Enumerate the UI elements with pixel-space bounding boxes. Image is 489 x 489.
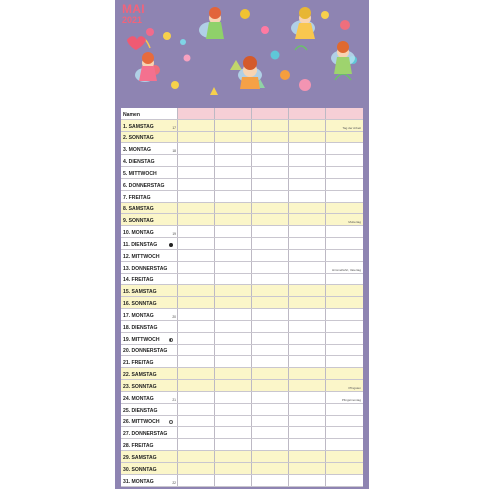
day-row [121,309,363,321]
holiday-note: Tag der Arbeit [342,125,361,130]
names-header-row [121,108,363,120]
name-column-header[interactable] [215,108,252,119]
day-row [121,463,363,475]
day-row [121,427,363,439]
day-label: 31. MONTAG [123,478,154,485]
moon-phase-icon [169,338,173,342]
entry-cell[interactable] [178,404,215,415]
entry-cell[interactable] [215,392,252,403]
day-label-cell [121,285,178,296]
day-label: 5. MITTWOCH [123,170,157,177]
day-label-cell [121,250,178,261]
entry-cell[interactable] [326,132,363,143]
entry-cell[interactable] [252,392,289,403]
entry-cell[interactable] [252,345,289,356]
name-column-header[interactable] [178,108,215,119]
entry-cell[interactable] [252,120,289,131]
entry-cell[interactable] [178,475,215,486]
entry-cell[interactable] [289,463,326,474]
entry-cell[interactable] [289,250,326,261]
entry-cell[interactable] [326,179,363,190]
entry-cell[interactable] [289,191,326,202]
day-label: 18. DIENSTAG [123,324,158,331]
entry-cell[interactable] [326,380,363,391]
day-row [121,155,363,167]
week-number: 21 [172,397,176,402]
entry-cell[interactable] [326,285,363,296]
day-label: 20. DONNERSTAG [123,348,168,355]
entry-cell[interactable] [215,285,252,296]
entry-cell[interactable] [289,143,326,154]
entry-cell[interactable] [289,167,326,178]
entry-cell[interactable] [178,297,215,308]
entry-cell[interactable] [252,238,289,249]
entry-cell[interactable] [252,451,289,462]
name-column-header[interactable] [326,108,363,119]
entry-cell[interactable] [215,380,252,391]
entry-cell[interactable] [289,427,326,438]
entry-cell[interactable] [178,439,215,450]
entry-cell[interactable] [289,297,326,308]
entry-cell[interactable] [178,451,215,462]
day-row [121,250,363,262]
entry-cell[interactable] [215,262,252,273]
entry-cell[interactable] [178,226,215,237]
entry-cell[interactable] [252,333,289,344]
day-label-cell [121,463,178,474]
day-label: 30. SONNTAG [123,466,157,473]
day-label: 21. FREITAG [123,360,154,367]
day-label-cell [121,226,178,237]
day-row [121,392,363,404]
day-label-cell [121,120,178,131]
holiday-note: Pfingsten [348,385,361,390]
entry-cell[interactable] [178,333,215,344]
entry-cell[interactable] [289,238,326,249]
moon-phase-icon [169,420,173,424]
week-number: 18 [172,149,176,154]
day-label-cell [121,179,178,190]
day-label: 16. SONNTAG [123,301,157,308]
day-label-cell [121,143,178,154]
day-label: 4. DIENSTAG [123,159,155,166]
entry-cell[interactable] [289,451,326,462]
day-row [121,238,363,250]
entry-cell[interactable] [252,191,289,202]
entry-cell[interactable] [252,463,289,474]
day-row [121,120,363,132]
entry-cell[interactable] [326,333,363,344]
entry-cell[interactable] [289,475,326,486]
day-row [121,297,363,309]
moon-phase-icon [169,243,173,247]
day-label-cell [121,345,178,356]
entry-cell[interactable] [178,463,215,474]
day-label: 9. SONNTAG [123,218,154,225]
holiday-note: Himmelfahrt, Vatertag [332,267,361,272]
entry-cell[interactable] [326,321,363,332]
entry-cell[interactable] [326,475,363,486]
day-label: 17. MONTAG [123,312,154,319]
entry-cell[interactable] [252,132,289,143]
name-column-header[interactable] [289,108,326,119]
entry-cell[interactable] [326,214,363,225]
entry-cell[interactable] [215,167,252,178]
entry-cell[interactable] [289,356,326,367]
week-number: 17 [172,125,176,130]
entry-cell[interactable] [289,285,326,296]
day-label-cell [121,297,178,308]
entry-cell[interactable] [215,297,252,308]
calendar-header [115,0,369,108]
entry-cell[interactable] [289,345,326,356]
entry-cell[interactable] [215,463,252,474]
entry-cell[interactable] [252,404,289,415]
day-row [121,439,363,451]
entry-cell[interactable] [178,356,215,367]
entry-cell[interactable] [326,250,363,261]
entry-cell[interactable] [289,368,326,379]
calendar-grid [121,108,363,487]
entry-cell[interactable] [326,274,363,285]
day-label: 1. SAMSTAG [123,123,154,130]
entry-cell[interactable] [326,416,363,427]
day-row [121,179,363,191]
day-label: 28. FREITAG [123,443,154,450]
day-label: 7. FREITAG [123,194,151,201]
day-label-cell [121,191,178,202]
entry-cell[interactable] [178,191,215,202]
entry-cell[interactable] [215,439,252,450]
day-label-cell [121,427,178,438]
day-label-cell [121,214,178,225]
entry-cell[interactable] [252,214,289,225]
day-row [121,285,363,297]
entry-cell[interactable] [289,321,326,332]
entry-cell[interactable] [252,262,289,273]
day-label-cell [121,475,178,486]
entry-cell[interactable] [289,439,326,450]
entry-cell[interactable] [252,439,289,450]
entry-cell[interactable] [289,380,326,391]
entry-cell[interactable] [215,356,252,367]
day-label: 3. MONTAG [123,147,151,154]
entry-cell[interactable] [326,451,363,462]
day-label-cell [121,380,178,391]
entry-cell[interactable] [252,179,289,190]
day-label: 10. MONTAG [123,230,154,237]
entry-cell[interactable] [215,250,252,261]
entry-cell[interactable] [326,368,363,379]
entry-cell[interactable] [215,179,252,190]
entry-cell[interactable] [289,155,326,166]
entry-cell[interactable] [326,191,363,202]
entry-cell[interactable] [252,274,289,285]
fairy-illustration [115,0,369,108]
day-label: 23. SONNTAG [123,383,157,390]
day-row [121,345,363,357]
entry-cell[interactable] [326,427,363,438]
entry-cell[interactable] [326,143,363,154]
day-label: 19. MITTWOCH [123,336,160,343]
entry-cell[interactable] [326,262,363,273]
entry-cell[interactable] [215,203,252,214]
day-label-cell [121,368,178,379]
month-title: MAI [122,2,145,16]
week-number: 19 [172,232,176,237]
day-row [121,368,363,380]
entry-cell[interactable] [215,427,252,438]
entry-cell[interactable] [178,120,215,131]
day-row [121,203,363,215]
day-row [121,404,363,416]
entry-cell[interactable] [178,214,215,225]
entry-cell[interactable] [252,309,289,320]
day-label-cell [121,203,178,214]
entry-cell[interactable] [289,333,326,344]
entry-cell[interactable] [289,274,326,285]
entry-cell[interactable] [215,368,252,379]
entry-cell[interactable] [178,309,215,320]
day-label: 29. SAMSTAG [123,454,157,461]
day-label-cell [121,132,178,143]
entry-cell[interactable] [178,416,215,427]
day-label-cell [121,274,178,285]
entry-cell[interactable] [178,167,215,178]
day-label: 13. DONNERSTAG [123,265,168,272]
day-label-cell [121,392,178,403]
entry-cell[interactable] [178,380,215,391]
entry-cell[interactable] [178,368,215,379]
day-label-cell [121,262,178,273]
day-label-cell [121,155,178,166]
entry-cell[interactable] [289,214,326,225]
entry-cell[interactable] [215,451,252,462]
entry-cell[interactable] [252,321,289,332]
names-label: Namen [123,111,140,118]
entry-cell[interactable] [252,167,289,178]
holiday-note: Muttertag [348,220,361,225]
day-label: 2. SONNTAG [123,135,154,142]
entry-cell[interactable] [326,309,363,320]
entry-cell[interactable] [215,309,252,320]
entry-cell[interactable] [252,226,289,237]
entry-cell[interactable] [289,404,326,415]
entry-cell[interactable] [289,392,326,403]
entry-cell[interactable] [289,132,326,143]
day-label-cell [121,167,178,178]
day-row [121,167,363,179]
entry-cell[interactable] [252,416,289,427]
entry-cell[interactable] [215,404,252,415]
day-label-cell [121,309,178,320]
entry-cell[interactable] [326,155,363,166]
entry-cell[interactable] [289,203,326,214]
entry-cell[interactable] [252,356,289,367]
week-number: 20 [172,314,176,319]
entry-cell[interactable] [326,297,363,308]
entry-cell[interactable] [289,309,326,320]
entry-cell[interactable] [252,380,289,391]
entry-cell[interactable] [178,143,215,154]
entry-cell[interactable] [289,262,326,273]
entry-cell[interactable] [326,345,363,356]
entry-cell[interactable] [178,274,215,285]
entry-cell[interactable] [178,392,215,403]
day-label-cell [121,416,178,427]
fairy-figures [135,7,355,89]
day-row [121,356,363,368]
day-row [121,380,363,392]
day-label: 15. SAMSTAG [123,289,157,296]
day-label: 25. DIENSTAG [123,407,158,414]
entry-cell[interactable] [252,427,289,438]
day-label-cell [121,404,178,415]
entry-cell[interactable] [215,191,252,202]
day-row [121,416,363,428]
day-label-cell [121,333,178,344]
entry-cell[interactable] [215,143,252,154]
day-row [121,226,363,238]
entry-cell[interactable] [178,179,215,190]
entry-cell[interactable] [252,143,289,154]
entry-cell[interactable] [215,120,252,131]
day-row [121,333,363,345]
entry-cell[interactable] [326,120,363,131]
day-row [121,321,363,333]
entry-cell[interactable] [178,203,215,214]
day-label: 24. MONTAG [123,395,154,402]
entry-cell[interactable] [178,285,215,296]
day-row [121,475,363,487]
day-label: 14. FREITAG [123,277,154,284]
entry-cell[interactable] [178,250,215,261]
entry-cell[interactable] [289,416,326,427]
entry-cell[interactable] [326,392,363,403]
entry-cell[interactable] [215,416,252,427]
day-label: 27. DONNERSTAG [123,431,168,438]
day-label-cell [121,439,178,450]
day-row [121,451,363,463]
entry-cell[interactable] [178,238,215,249]
entry-cell[interactable] [178,345,215,356]
entry-cell[interactable] [326,226,363,237]
day-label: 11. DIENSTAG [123,241,158,248]
entry-cell[interactable] [215,274,252,285]
year-title: 2021 [122,15,143,25]
entry-cell[interactable] [215,475,252,486]
day-row [121,143,363,155]
name-column-header[interactable] [252,108,289,119]
week-number: 22 [172,480,176,485]
holiday-note: Pfingstmontag [341,397,361,402]
entry-cell[interactable] [215,333,252,344]
day-row [121,274,363,286]
entry-cell[interactable] [215,132,252,143]
entry-cell[interactable] [215,345,252,356]
entry-cell[interactable] [178,427,215,438]
day-label: 26. MITTWOCH [123,419,160,426]
day-label: 22. SAMSTAG [123,372,157,379]
entry-cell[interactable] [326,404,363,415]
entry-cell[interactable] [178,132,215,143]
entry-cell[interactable] [178,155,215,166]
day-row [121,214,363,226]
day-label-cell [121,238,178,249]
entry-cell[interactable] [252,297,289,308]
entry-cell[interactable] [215,155,252,166]
entry-cell[interactable] [326,439,363,450]
entry-cell[interactable] [326,356,363,367]
entry-cell[interactable] [215,214,252,225]
entry-cell[interactable] [252,475,289,486]
day-label: 6. DONNERSTAG [123,182,165,189]
names-label-cell [121,108,178,119]
entry-cell[interactable] [252,250,289,261]
day-label-cell [121,321,178,332]
day-label-cell [121,356,178,367]
day-row [121,191,363,203]
entry-cell[interactable] [178,262,215,273]
day-row [121,132,363,144]
entry-cell[interactable] [326,238,363,249]
day-label-cell [121,451,178,462]
entry-cell[interactable] [215,226,252,237]
entry-cell[interactable] [252,368,289,379]
entry-cell[interactable] [326,203,363,214]
day-row [121,262,363,274]
entry-cell[interactable] [289,179,326,190]
family-planner-calendar [115,0,369,489]
entry-cell[interactable] [289,120,326,131]
entry-cell[interactable] [326,463,363,474]
entry-cell[interactable] [252,203,289,214]
entry-cell[interactable] [289,226,326,237]
day-label: 12. MITTWOCH [123,253,160,260]
entry-cell[interactable] [326,167,363,178]
entry-cell[interactable] [252,285,289,296]
entry-cell[interactable] [215,238,252,249]
entry-cell[interactable] [215,321,252,332]
entry-cell[interactable] [252,155,289,166]
day-label: 8. SAMSTAG [123,206,154,213]
entry-cell[interactable] [178,321,215,332]
